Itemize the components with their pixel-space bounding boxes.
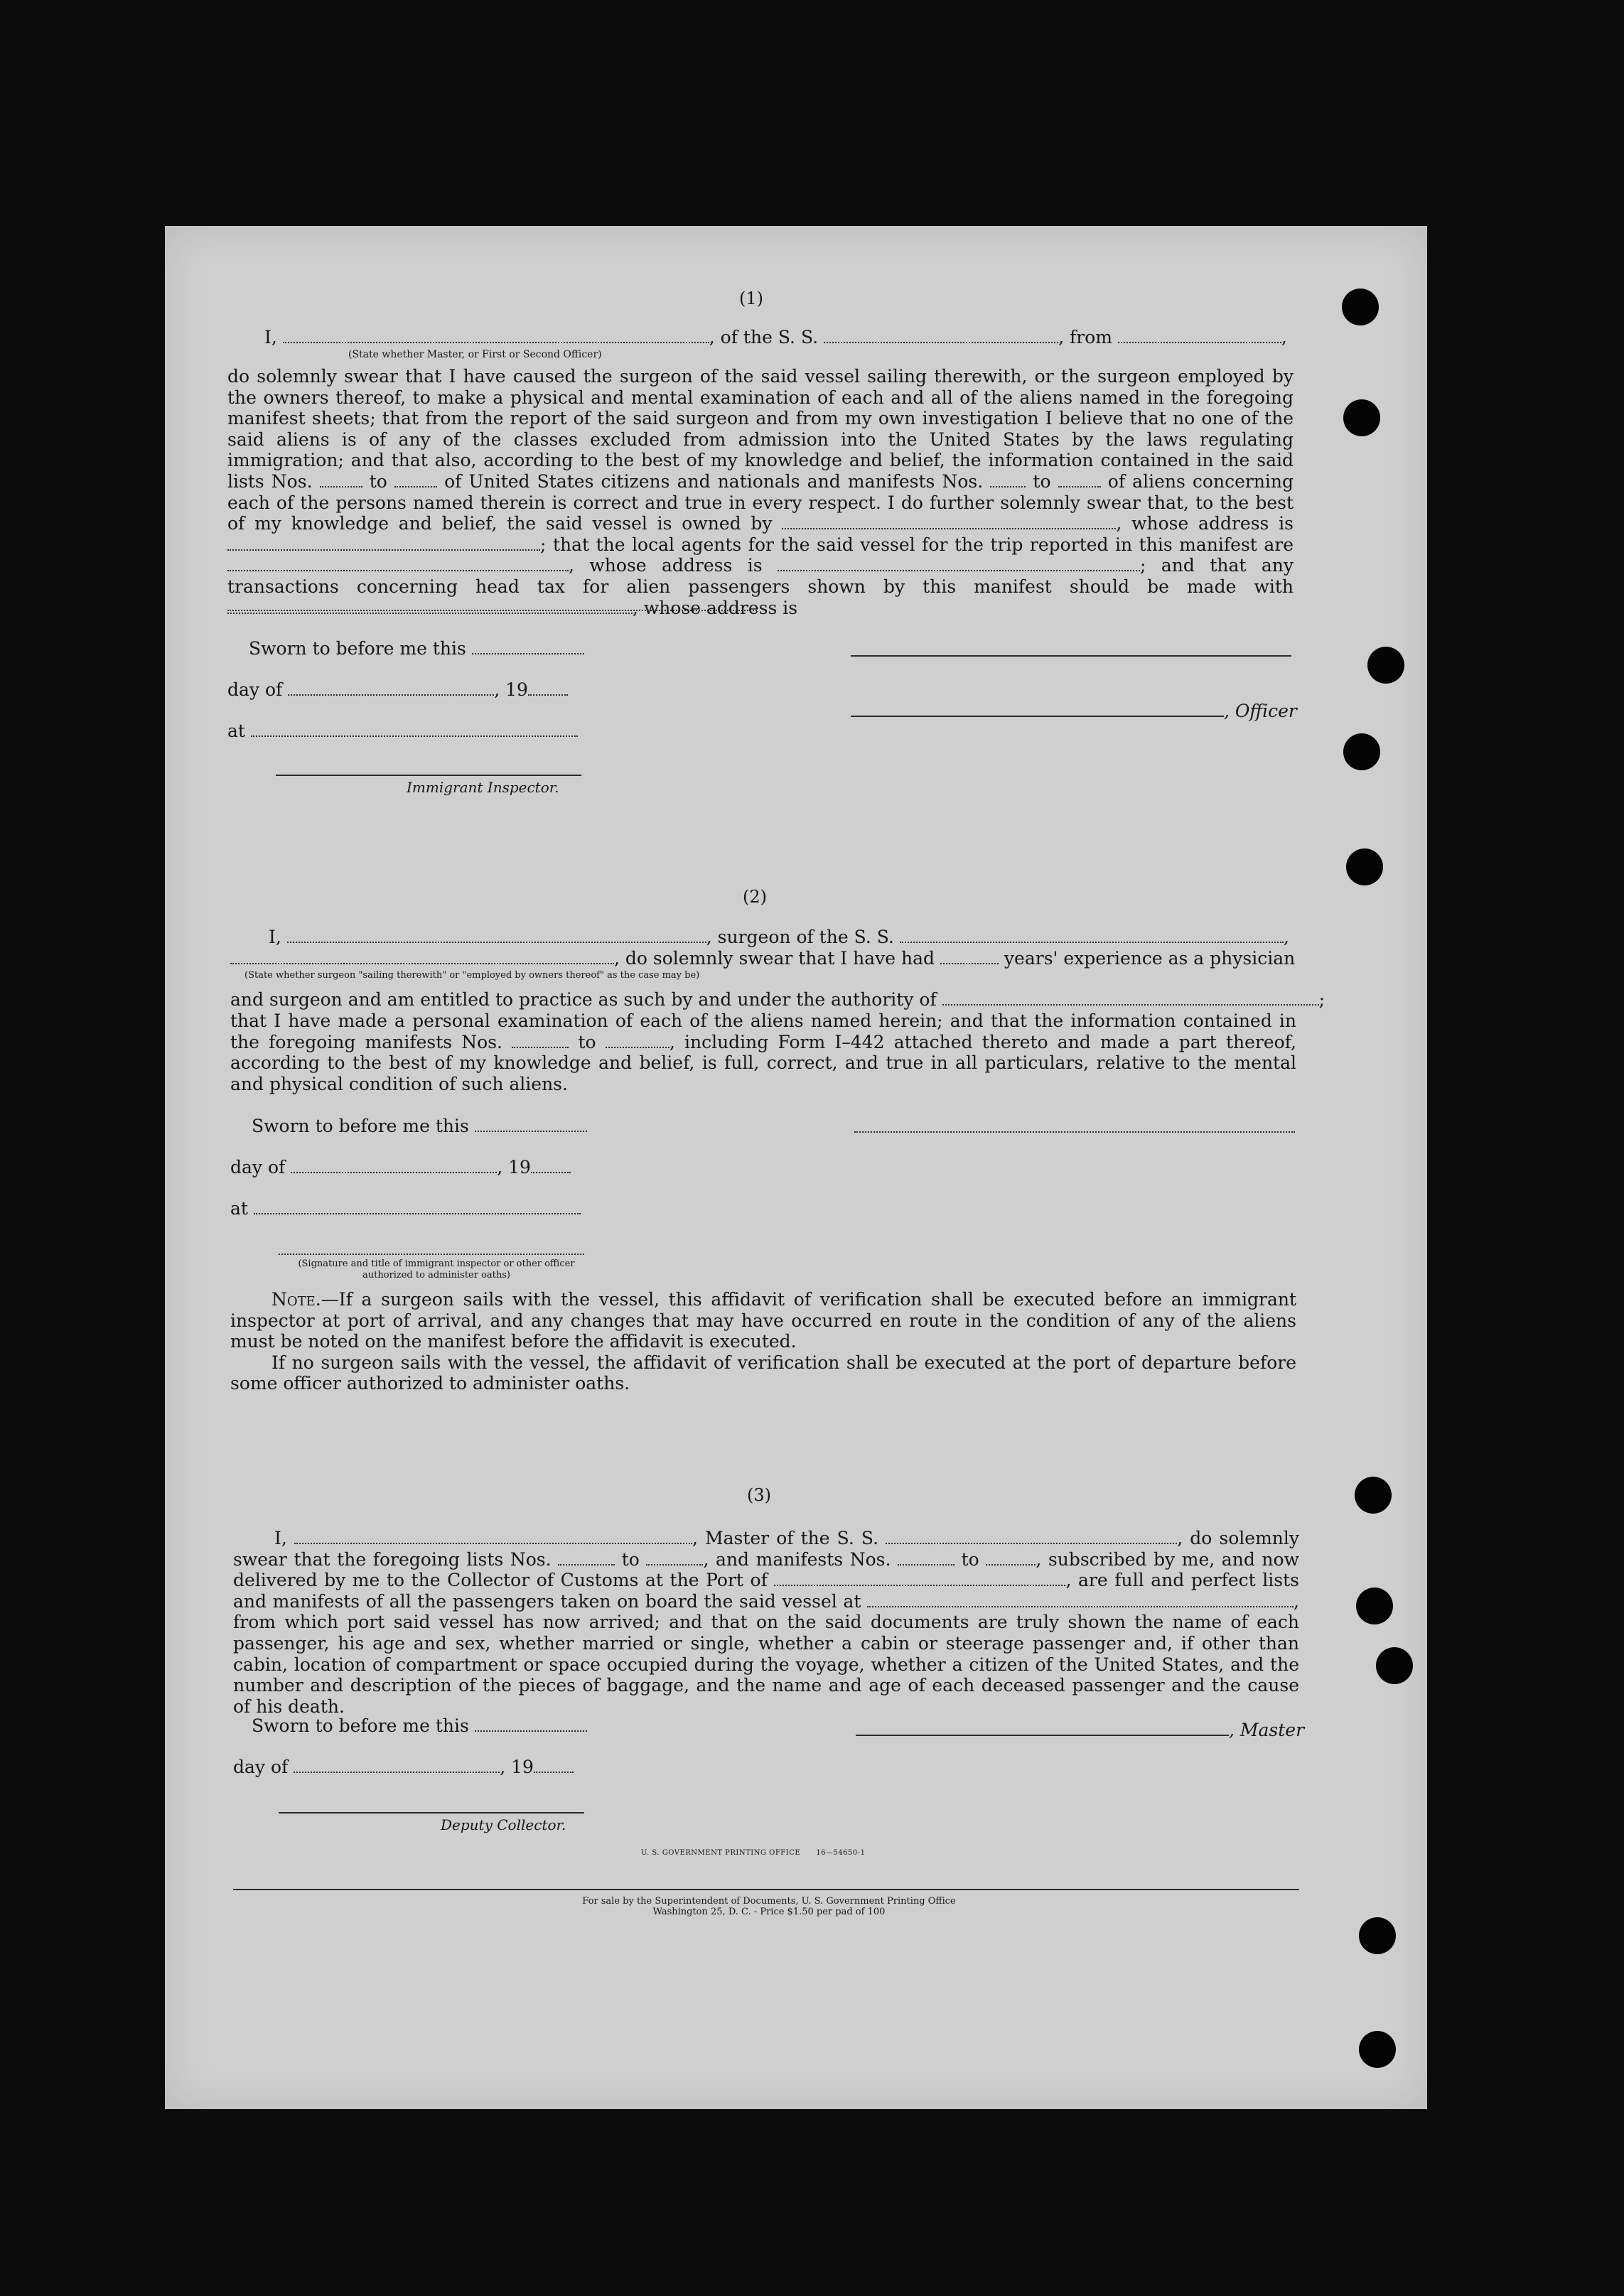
punch-hole xyxy=(1342,289,1379,325)
s1-comma-b: , xyxy=(569,555,574,576)
s3-sworn-label: Sworn to before me this xyxy=(252,1715,469,1736)
s3-deputy-signature-line[interactable] xyxy=(279,1811,584,1813)
s2-authority-field[interactable] xyxy=(942,991,1319,1006)
s2-comma: , xyxy=(1283,927,1289,947)
s2-year-field[interactable] xyxy=(531,1159,571,1173)
s2-surgeon-name-field[interactable] xyxy=(287,929,706,943)
s1-to-a: to xyxy=(369,470,387,492)
s1-sworn-row xyxy=(249,638,584,659)
s3-year-label: , 19 xyxy=(500,1757,534,1777)
s2-manifests-from-field[interactable] xyxy=(512,1034,569,1048)
s2-note-paragraph xyxy=(230,1289,1296,1352)
s3-master-label: , Master xyxy=(1229,1720,1305,1740)
s1-ship-name-field[interactable] xyxy=(824,329,1058,343)
s2-do-swear-label: , do solemnly swear that I have had xyxy=(614,948,935,969)
s1-to-b: to xyxy=(1033,470,1051,492)
s3-sworn-date-field[interactable] xyxy=(475,1718,587,1732)
sale-notice-line-1: For sale by the Superintendent of Documents, U. S. Government Printing Office xyxy=(582,1896,956,1907)
s1-officer-row xyxy=(851,701,1297,721)
s2-at-field[interactable] xyxy=(254,1200,581,1214)
section-1-number: (1) xyxy=(739,289,763,308)
s2-authority-line xyxy=(230,989,1325,1010)
s2-status-caption: (State whether surgeon "sailing therewith" or "employed by owners thereof" as the case may be) xyxy=(244,970,700,981)
s3-manifests-all-label: manifests of all the passengers taken on board the said vessel at xyxy=(272,1590,861,1612)
s2-ship-name-field[interactable] xyxy=(900,929,1284,943)
s2-i-label: I, xyxy=(269,927,281,947)
gpo-imprint: U. S. GOVERNMENT PRINTING OFFICE 16—54650-1 xyxy=(641,1849,866,1857)
s2-day-of-label: day of xyxy=(230,1157,286,1177)
s1-owner-address-field[interactable] xyxy=(227,537,540,551)
s3-month-field[interactable] xyxy=(294,1759,500,1773)
s1-officer-label: , Officer xyxy=(1224,701,1297,721)
section-2-body xyxy=(230,1010,1296,1094)
s1-signature-line[interactable] xyxy=(851,654,1291,657)
s2-surgeon-of-label: , surgeon of the S. S. xyxy=(706,927,894,947)
s3-swear-lists-label: swear that the foregoing lists Nos. xyxy=(233,1548,552,1570)
s2-note2-paragraph xyxy=(230,1352,1296,1394)
s2-sworn-row xyxy=(252,1116,587,1136)
s1-sworn-date-field[interactable] xyxy=(472,640,584,654)
s1-day-of-label: day of xyxy=(227,679,283,700)
s1-lists-to-field[interactable] xyxy=(394,473,437,487)
s1-year-field[interactable] xyxy=(528,681,568,696)
s3-paragraph xyxy=(233,1528,1299,1717)
s2-surgeon-status-field[interactable] xyxy=(230,950,614,964)
s2-signature-line[interactable] xyxy=(854,1130,1295,1133)
punch-hole xyxy=(1359,1917,1396,1954)
s1-whose-address-c: , whose address is xyxy=(633,597,798,618)
s2-text-a: that I have made a personal examination of each of the aliens named herein; and that the information contained in the foregoing manifests Nos. xyxy=(230,1010,1296,1052)
s1-semicolon: ; xyxy=(540,534,547,555)
s2-note-text: —If a surgeon sails with the vessel, this affidavit of verification shall be executed before an immigrant inspector at port of arrival, and any changes that may have occurred en route in the condition of any of the aliens must be noted on the manifest before the affidavit is executed. xyxy=(230,1289,1296,1352)
punch-hole xyxy=(1343,733,1380,770)
s1-from-port-field[interactable] xyxy=(1118,329,1281,343)
s3-full-perfect-label: , are full and perfect lists and xyxy=(233,1570,1299,1612)
s3-to-b: to xyxy=(961,1548,979,1570)
s2-second-line xyxy=(230,948,1295,969)
s2-paragraph xyxy=(230,1010,1296,1094)
s3-lists-to-field[interactable] xyxy=(646,1551,703,1565)
form-sheet xyxy=(165,226,1427,2109)
s1-owner-field[interactable] xyxy=(782,515,1116,529)
s1-manifests-to-field[interactable] xyxy=(1058,473,1101,487)
s1-at-field[interactable] xyxy=(251,723,578,737)
s1-at-label: at xyxy=(227,721,245,741)
s3-port-field[interactable] xyxy=(774,1572,1065,1586)
s1-at-row xyxy=(227,721,578,741)
s3-deputy-label: Deputy Collector. xyxy=(441,1816,566,1833)
s3-day-row xyxy=(233,1757,574,1777)
punch-hole xyxy=(1343,399,1380,436)
s3-delivered-label: delivered by me to the Collector of Customs at the Port of xyxy=(233,1570,768,1591)
punch-hole xyxy=(1367,647,1404,684)
s3-i-label: I, xyxy=(274,1528,287,1548)
s2-year-label: , 19 xyxy=(497,1157,531,1177)
s3-ship-name-field[interactable] xyxy=(886,1530,1177,1544)
s3-day-of-label: day of xyxy=(233,1757,289,1777)
s1-day-row xyxy=(227,679,568,700)
s1-paragraph xyxy=(227,366,1294,618)
s2-authority-label: and surgeon and am entitled to practice as such by and under the authority of xyxy=(230,989,937,1010)
s2-manifests-to-field[interactable] xyxy=(606,1034,670,1048)
s1-head-tax-field[interactable] xyxy=(227,600,633,614)
s3-master-sign-row xyxy=(856,1720,1304,1740)
s1-year-label: , 19 xyxy=(494,679,528,700)
s1-comma: , xyxy=(1281,327,1287,347)
s2-sworn-label: Sworn to before me this xyxy=(252,1116,469,1136)
s1-lists-from-field[interactable] xyxy=(320,473,362,487)
s1-inspector-signature-line[interactable] xyxy=(276,773,581,776)
s3-and-manifests-label: , and manifests Nos. xyxy=(703,1548,891,1570)
s1-manifests-from-field[interactable] xyxy=(990,473,1026,487)
section-2-number: (2) xyxy=(743,887,767,907)
s1-text-b: of United States citizens and nationals and manifests Nos. xyxy=(444,470,984,492)
s1-first-line xyxy=(264,327,1323,347)
s3-year-field[interactable] xyxy=(534,1759,574,1773)
s1-text-e: ; and that any transactions concerning head tax for alien passengers shown by this manifest should be made with xyxy=(227,555,1294,597)
punch-hole xyxy=(1376,1647,1413,1684)
s1-officer-name-field[interactable] xyxy=(283,329,709,343)
s1-agents-field[interactable] xyxy=(227,557,569,571)
s2-day-row xyxy=(230,1157,571,1177)
sale-notice-line-2: Washington 25, D. C. - Price $1.50 per pad of 100 xyxy=(652,1907,886,1917)
s3-to-a: to xyxy=(621,1548,640,1570)
s3-manifests-from-field[interactable] xyxy=(898,1551,954,1565)
punch-hole xyxy=(1356,1588,1393,1624)
s3-master-signature-field[interactable] xyxy=(856,1722,1229,1736)
section-1-body xyxy=(227,366,1294,618)
section-3-body xyxy=(233,1528,1299,1717)
s1-text-a: do solemnly swear that I have caused the surgeon of the said vessel sailing therewith, or the surgeon employed by the owners thereof, to make a physical and mental examination of each and all of the aliens named in the foregoing manifest sheets; that from the report of the said surgeon and from my own investigation I believe that no one of the said aliens is of any of the classes excluded from admission into the United States by the laws regulating immigration; and that also, according to the best of my knowledge and belief, the information contained in the said lists Nos. xyxy=(227,366,1294,492)
s3-lists-from-field[interactable] xyxy=(558,1551,615,1565)
s1-text-c: of aliens concerning each of the persons named therein is correct and true in every respect. I do further solemnly swear that, to the best of my knowledge and belief, the said vessel is owned by xyxy=(227,470,1294,534)
s3-text-rest: port said vessel has now arrived; and that on the said documents are truly shown the name of each passenger, his age and sex, whether married or single, whether a cabin or steerage passenger and, if other than cabin, location of compartment or space occupied during the voyage, whether a citizen of the United States, and the number and description of the pieces of baggage, and the name and age of each deceased passenger and the cause of his death. xyxy=(233,1612,1299,1717)
s2-first-line xyxy=(269,927,1289,947)
s2-to-label: to xyxy=(578,1031,596,1052)
s1-whose-address-b: whose address is xyxy=(589,555,763,576)
s2-years-label: years' experience as a physician xyxy=(1004,948,1296,969)
s3-subscribed-label: , subscribed by me, and now xyxy=(1036,1548,1299,1570)
s3-do-solemnly-label: , do solemnly xyxy=(1177,1528,1300,1548)
s2-inspector-signature-line[interactable] xyxy=(279,1252,584,1255)
s1-text-d: that the local agents for the said vessel for the trip reported in this manifest are xyxy=(552,534,1294,555)
s2-note2-text: If no surgeon sails with the vessel, the affidavit of verification shall be executed at the port of departure before some officer authorized to administer oaths. xyxy=(230,1352,1296,1394)
s2-note-label: Note. xyxy=(271,1289,321,1310)
s2-at-row xyxy=(230,1198,581,1219)
s1-month-field[interactable] xyxy=(288,681,494,696)
s3-boarding-port-field[interactable] xyxy=(867,1593,1294,1607)
s3-from-which-label: , from which xyxy=(233,1590,1299,1633)
s2-semicolon: ; xyxy=(1318,989,1325,1010)
s3-sworn-row xyxy=(252,1715,587,1736)
s1-officer-caption: (State whether Master, or First or Second Officer) xyxy=(348,349,602,360)
s1-officer-signature-field[interactable] xyxy=(851,703,1224,717)
s3-master-of-label: , Master of the S. S. xyxy=(692,1528,879,1548)
s3-manifests-to-field[interactable] xyxy=(986,1551,1036,1565)
s2-note xyxy=(230,1289,1296,1394)
s1-head-tax-address-field[interactable] xyxy=(227,608,757,611)
s1-whose-address-a: , whose address is xyxy=(1116,513,1294,534)
s2-signature-caption: (Signature and title of immigrant inspector or other officer authorized to administer oaths) xyxy=(298,1259,575,1281)
punch-hole xyxy=(1355,1477,1392,1514)
punch-hole xyxy=(1359,2031,1396,2068)
s2-sworn-date-field[interactable] xyxy=(475,1118,587,1132)
s2-at-label: at xyxy=(230,1198,248,1219)
s2-month-field[interactable] xyxy=(291,1159,497,1173)
s1-i-label: I, xyxy=(264,327,277,347)
s2-years-field[interactable] xyxy=(940,950,999,964)
s3-master-name-field[interactable] xyxy=(294,1530,692,1544)
s2-text-b: , including Form I–442 attached thereto and made a part thereof, according to the best of my knowledge and belief, is full, correct, and true in all particulars, relative to the mental and physical condition of such aliens. xyxy=(230,1031,1296,1094)
s1-sworn-label: Sworn to before me this xyxy=(249,638,466,659)
s1-of-ss-label: , of the S. S. xyxy=(709,327,819,347)
s1-from-label: , from xyxy=(1058,327,1112,347)
s1-agents-address-field[interactable] xyxy=(778,557,1140,571)
punch-hole xyxy=(1346,848,1383,885)
s1-inspector-label: Immigrant Inspector. xyxy=(407,779,559,796)
footer-rule xyxy=(233,1887,1299,1890)
section-3-number: (3) xyxy=(747,1485,771,1505)
